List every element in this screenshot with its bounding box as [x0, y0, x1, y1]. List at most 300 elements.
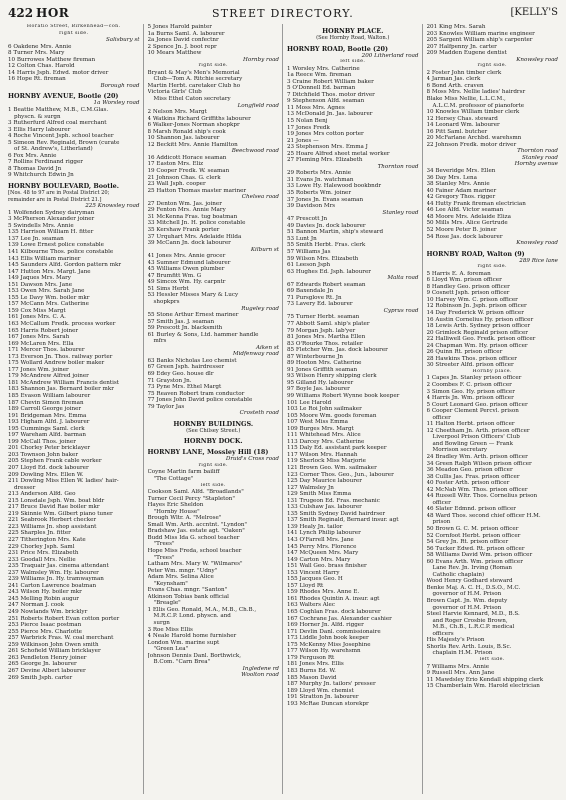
directory-entry: 38 Cullis Jas. Fras. prison officer [426, 473, 520, 480]
directory-entry: 129 Smith Miss Emma [287, 491, 352, 498]
cross-street-label: Crosteth road [239, 410, 279, 417]
directory-entry: 97 Boyle Jas. labourer [287, 386, 350, 393]
directory-entry: 125 Day Maurice labourer [287, 478, 362, 485]
directory-entry: 12 Cheetham Jn. Arth. prison officer [426, 427, 530, 434]
directory-entry: 261 Schofield William bricklayer [8, 648, 101, 655]
directory-entry: 149 Jaques Mrs. Mary [8, 275, 71, 282]
directory-entry: 149 Carton Mrs. Mary [287, 556, 351, 563]
directory-entry: 219 Skinnie Wm. Gilbert piano tuner [8, 510, 113, 517]
entry-continuation: officer [432, 414, 451, 421]
directory-entry: 143 O'Farrell Mrs. Jane [287, 537, 354, 544]
directory-entry: 189 Lloyd Wm. chemist [287, 687, 354, 694]
entry-continuation: M.R.C.P. Lond. physcn. and [153, 613, 231, 620]
directory-entry: 183 Burns Ed. W. [287, 667, 336, 674]
directory-entry: 147 McQueen Mrs. Mary [287, 550, 359, 557]
cross-street-label: Thornton road [517, 148, 558, 155]
directory-entry: 263 Pendleton Henry joiner [8, 654, 87, 661]
directory-entry: 8 Moss Mrs. Nellie ladies' hairdrsr [426, 89, 526, 96]
directory-entry: 37 Urquhart Mrs. Adelaide Hilda [147, 233, 242, 240]
directory-entry: Martin Herbt. caretaker Club ho [147, 82, 241, 89]
entry-continuation: M.B., Ch.B., L.R.C.P. medical [432, 624, 515, 631]
side-label: Hornby place. [472, 368, 512, 374]
directory-entry: 2a Jones David confectnr [147, 37, 219, 44]
directory-entry: 8 Marsh Ronald ship's cook [147, 128, 226, 135]
directory-entry: 29 Roberts Mrs. Annie [287, 170, 352, 177]
directory-entry: Brough Wltr. A. "Melrose" [147, 515, 222, 522]
directory-entry: 54 Grey Jn. Rt. prison officer [426, 539, 509, 546]
entry-continuation: dresser [14, 484, 36, 491]
directory-entry: 163 McCallum Fredk. process worker [8, 320, 116, 327]
directory-entry: 60 Evans Arth. Wm. prison officer [426, 558, 523, 565]
side-label: right side. [198, 63, 228, 69]
street-heading: HORNBY LANE, Mossley Hill (18) [147, 448, 269, 457]
directory-entry: 121 Brown Geo. Wm. sailmaker [287, 465, 377, 471]
directory-entry: 3 McPherson Alexander joiner [8, 216, 95, 223]
directory-entry: 21 Johnson Chas. G. clerk [147, 174, 221, 181]
directory-entry: 1 Worsley Mrs. Catherine [287, 65, 360, 72]
side-label: right side. [477, 264, 507, 270]
directory-entry: 6 Fox Mrs. Annie [8, 152, 57, 159]
directory-entry: 14 Day Frederick W. prison officer [426, 309, 524, 316]
directory-entry: 16 Hope Rt. fireman [8, 76, 66, 83]
directory-entry: 123 Corner Thos. Geo., Jun., labourer [287, 471, 394, 478]
directory-entry: 8 Thomas David Jn [8, 165, 62, 172]
cross-street-label: Rugeley road [241, 305, 279, 312]
directory-entry: 255 Pierce Mrs. Charlotte [8, 628, 82, 635]
directory-entry: 13 McDonald Jn. Jas. labourer [287, 111, 373, 118]
directory-entry: 3 Roe Miss Ellis [147, 626, 193, 633]
directory-entry: 99 Williams Robert Wynne book keeper [287, 392, 400, 399]
directory-entry: 1a Burns Saml. A. labourer [147, 30, 225, 37]
directory-entry: 16 Pitt Saml. butcher [426, 128, 488, 135]
directory-entry: 30 Streeter Alfd. prison officer [426, 362, 514, 369]
directory-entry: 249 Nowlands Wm. bricklyr [8, 609, 88, 616]
directory-entry: 215 Lonsdale Jsph. Wm. boat bldr [8, 497, 105, 504]
entry-continuation: and Roger Crosbie Brown, [432, 617, 508, 624]
directory-entry: 58 Williams David Wm. prison officer [426, 552, 533, 559]
directory-entry: 135 Harrison William H. fitter [8, 229, 94, 236]
directory-entry: 2 Nelson Mrs. Margt [147, 109, 207, 116]
side-label: right side. [59, 30, 89, 36]
directory-entry: Turner Cecil Percy "Stapleton" [147, 495, 235, 502]
directory-entry: 223 Williams Jn. shop assistant [8, 523, 97, 530]
directory-entry: 163 Walters Alec [287, 602, 335, 609]
cross-street-label: Stanley road [382, 209, 419, 216]
cross-street-label: Borough road [100, 82, 140, 89]
directory-entry: 6 Walker-Jones Norman shopkpr [147, 122, 240, 129]
directory-entry: 199 McCall Thos. joiner [8, 438, 76, 445]
directory-entry: Bryant & May's Men's Memorial [147, 69, 240, 76]
side-label: left side. [340, 59, 366, 65]
cross-street-label: Kilburn st [250, 246, 279, 253]
side-label: left side. [200, 482, 226, 488]
directory-entry: 101 Lee Harold [287, 399, 332, 406]
directory-entry: 145 Saunders Alfd. Gordon pattern mkr [8, 262, 122, 269]
entry-continuation: Catholic chaplain) [432, 571, 485, 578]
entry-continuation: A.L.C.M. professor of pianoforte [432, 102, 525, 109]
directory-entry: 245 Melling Robin augur [8, 595, 79, 602]
directory-entry: 22 Johnson Fredk. motor driver [426, 141, 517, 148]
directory-entry: 239 Williams Jn. Hy. tramwayman [8, 576, 104, 583]
entry-continuation: Club—Tom A. Ritchie secretary [153, 76, 243, 83]
cross-street-label: 200 Litherland road [361, 52, 419, 59]
directory-entry: 241 Carton Lawrence boatman [8, 582, 97, 589]
directory-entry: 54 Rose Jas. dock labourer [426, 233, 503, 240]
directory-entry: 16 Addicott Horace seaman [147, 154, 227, 161]
directory-entry: 4 Harris Jn. Wm. prison officer [426, 395, 514, 402]
entry-continuation: shopkprs [153, 298, 180, 305]
directory-entry: 167 Jones Mrs. Sarah [8, 334, 70, 341]
directory-entry: 44 Hutty Frank fireman electrician [426, 200, 526, 207]
directory-entry: 169 McLaren Mrs. Ella [8, 340, 74, 347]
directory-entry: 71 Pursglove Rt. Jn [287, 294, 342, 301]
directory-entry: 52 Moore Peter B. joiner [426, 226, 497, 233]
directory-entry: 237 Walmsley Wm. Hy. labourer [8, 569, 99, 576]
directory-entry: 135 Smith Sydney David hairdrser [287, 510, 386, 517]
directory-entry: 73 Lavery Ed. labourer [287, 301, 353, 308]
directory-entry: 139 Lowe Ernest police constable [8, 242, 104, 249]
directory-entry: 41 Jones Mrs. Annie grocer [147, 253, 226, 260]
directory-entry: 31 Evans Jn. watchman [287, 176, 354, 183]
directory-entry: 4 Watkins Richard Griffiths labourer [147, 115, 251, 122]
directory-entry: 3 Craine Robert William baker [287, 78, 374, 85]
directory-entry: 115 Daly Ed. assistant park keeper [287, 445, 387, 452]
directory-entry: 4 Roche Vincent Jsph. school teacher [8, 133, 114, 140]
directory-entry: 31 McKenna Fras. tug boatman [147, 213, 238, 220]
directory-entry: 77 Abbott Saml. ship's plater [287, 320, 370, 327]
directory-entry: 75 Reaven Robert tram conductor [147, 390, 245, 397]
directory-entry: 193 Higham Alfd. J. labourer [8, 419, 90, 426]
directory-entry: 257 Warbrick Fras. W. coal merchant [8, 635, 114, 642]
column-2 [148, 24, 284, 794]
entry-continuation: officers [432, 630, 454, 637]
directory-entry: 191 Bridgeman Mrs. Emma [8, 412, 87, 419]
directory-entry: 131 Trugeon Ed. Fras. mechanic [287, 497, 380, 504]
directory-entry: 187 Chevin Simon fireman [8, 399, 84, 406]
directory-entry: 231 Price Mrs. Elizabeth [8, 550, 79, 557]
directory-entry: 233 Goodall Mrs. Nellie [8, 556, 76, 563]
side-label: left side. [479, 656, 505, 662]
directory-entry: 42 McNab Wm. Thos. prison officer [426, 486, 528, 493]
directory-entry: 39 McCann Jn. dock labourer [147, 240, 231, 247]
directory-entry: 1a Reece Wm. fireman [287, 72, 352, 79]
directory-entry: 23 Stephenson Mrs. Emma J [287, 144, 368, 151]
street-heading: HORNBY AVENUE, Bootle (20) [8, 92, 119, 101]
directory-entry: 235 Traquair Jas. cinema attendant [8, 563, 109, 570]
directory-entry: 7 Ditchfield Thos. motor driver [287, 91, 375, 98]
directory-entry: 12 Beckitt Mrs. Annie Hamilton [147, 141, 238, 148]
directory-entry: 23 Wall Jsph. cooper [147, 181, 206, 188]
street-heading: HORNBY PLACE. [322, 27, 384, 35]
street-heading: HORNBY DOCK. [183, 437, 243, 446]
page-header [8, 6, 558, 24]
directory-entry: 27 Denton Wm. Jas. joiner [147, 200, 222, 207]
directory-entry: 159 Rhodes Mrs. Anne E. [287, 589, 360, 596]
directory-entry: 5 Swindells Mrs. Annie [8, 222, 74, 229]
directory-entry: 18 Lewis Arth. Sydney prison officer [426, 323, 531, 330]
directory-entry: 34 Green Ralph Wilson prison officer [426, 460, 532, 467]
directory-entry: 57 Williams Jas [287, 248, 331, 255]
directory-entry: 22 Halliwell Geo. Fredk. prison officer [426, 336, 536, 343]
directory-entry: 105 Moore Wm. goods foreman [287, 412, 377, 419]
directory-entry: Cookson Saml. Alfd. "Broadlands" [147, 489, 244, 496]
directory-entry: 25 Hoare Alfred sheet metal worker [287, 150, 390, 157]
directory-entry: 79 Morgan Jsph. lab'yer [287, 327, 356, 334]
directory-entry: 251 Roberts Robert Evan cotton porter [8, 615, 120, 622]
entry-continuation: Morrison secretary [432, 447, 488, 454]
directory-entry: 79 Taylor Jas [147, 403, 185, 410]
entry-continuation: "Hornby House" [153, 508, 200, 515]
entry-continuation: "Trees" [153, 554, 175, 561]
cross-street-label: Woolton road [241, 672, 279, 679]
directory-entry: 59 Prescott Jn. blacksmith [147, 325, 223, 332]
directory-entry: 209 Dowling Mrs. Ellen W. [8, 471, 84, 478]
directory-entry: 225 Sharples Jn. fitter [8, 530, 71, 537]
entry-continuation: governor of H.M. Prison [432, 591, 502, 598]
directory-entry: Bradshaw Jas. estate agt. "Oaken" [147, 528, 245, 535]
directory-entry: 221 Seabrook Herbert checker [8, 517, 97, 524]
directory-entry: 155 Le Davy Wm. boiler mkr [8, 294, 90, 301]
directory-entry: 3 Simon Geo. Hy. prison officer [426, 388, 515, 395]
directory-entry: 9 Cosnett Jsph. prison officer [426, 290, 510, 297]
entry-continuation: Liverpool Prison Officers' Club [432, 434, 520, 441]
directory-entry: 51 Bannon Martin, ship's steward [287, 229, 384, 236]
cross-street-label: Salisbury st [105, 37, 140, 44]
directory-entry: 10 Shannon Jas. labourer [147, 135, 220, 142]
directory-entry: 34 Beveridge Mrs. Ellen [426, 168, 496, 175]
directory-entry: Shorlis Rev. Arth. Louis, B.Sc. [426, 643, 512, 650]
directory-entry: 3 Ellis Harry labourer [8, 126, 71, 133]
cross-street-label: Hornby road [243, 56, 279, 63]
directory-entry: 109 Burges Mrs. Margt [287, 425, 354, 432]
directory-entry: 51 Sims Herbt [147, 285, 189, 292]
directory-entry: 161 Rhodes Quintin A. insur. agt [287, 595, 380, 602]
directory-entry: 179 McAndrew Alfred joiner [8, 373, 89, 380]
directory-entry: Peter Wm. mngr. "Udny" [147, 567, 218, 574]
directory-entry: 93 Wilson Henry shipping clerk [287, 373, 377, 380]
directory-entry: Brown Capt. Jn. Wm. deputy [426, 598, 508, 605]
directory-entry: 67 Edwards Robert seaman [287, 281, 366, 288]
directory-entry: 63 Hughes Ed. Jsph. labourer [287, 268, 371, 275]
entry-continuation: of St. Andrew's, Litherland) [14, 146, 93, 153]
directory-entry: 10 Burrowes Matthew fireman [8, 56, 96, 63]
directory-entry: 55 Smith Herbt. Fras. clerk [287, 242, 366, 249]
directory-entry: 46 Lee Alfd. Victor seaman [426, 207, 504, 214]
directory-entry: 227 Titherington Mrs. Kate [8, 537, 86, 544]
directory-entry: 203 Townson John baker [8, 451, 79, 458]
directory-entry: 197 Wareham Alfd. barman [8, 432, 86, 439]
directory-entry: 171 Devlin Danl. commissionaire [287, 628, 381, 635]
street-heading: HORNBY ROAD, Walton (9) [426, 249, 525, 258]
directory-entry: 61 Burley & Sons, Ltd. hammer handle [147, 331, 259, 338]
entry-continuation: mfrs [153, 338, 167, 345]
directory-entry: 265 George Jn. labourer [8, 661, 77, 668]
directory-entry: Johnson Dennis Danl. Borthwick, [147, 652, 242, 659]
cross-street-label: Midfenway road [232, 351, 279, 358]
directory-entry: 49 Simcox Wm. Hy. carpntr [147, 279, 226, 286]
directory-entry: Wood Henry Godhard steward [426, 578, 513, 585]
directory-entry: 40 Fainer Adam mariner [426, 187, 497, 194]
directory-entry: 205 Sargent William ship's carpenter [426, 37, 533, 44]
publisher-mark: [KELLY'S [510, 7, 558, 18]
directory-entry: 55 Stone Arthur Ernest mariner [147, 312, 239, 319]
directory-entry: 28 Hawkins Thos. prison officer [426, 355, 517, 362]
column-1 [8, 24, 144, 794]
directory-entry: 247 Norman J. cook [8, 602, 65, 609]
cross-street-label: Hornby avenue [514, 161, 558, 168]
directory-entry: 179 Ferguson Rt [287, 654, 335, 661]
directory-entry: 153 Vincent Harry [287, 569, 340, 576]
directory-entry: 83 O'Rourke Thos. retailer [287, 340, 363, 347]
directory-entry: 53 Hessler Misses Mary & Lucy [147, 292, 239, 299]
entry-continuation: Miss Ethel Caton secretary [153, 96, 231, 103]
entry-continuation: chaplain H.M. Prison [432, 650, 493, 657]
directory-entry: 5 Simeon Rev. Reginald, Brown (curate [8, 139, 120, 146]
directory-entry: 48 Moore Mrs. Adelaide Eliza [426, 213, 511, 220]
directory-entry: 36 Day Mrs. Lena [426, 174, 477, 181]
directory-entry: 185 Mason David [287, 674, 337, 681]
directory-entry: 56 Tucker Edwd. Rt. prison officer [426, 545, 525, 552]
directory-entry: 269 Smith Jsph. carter [8, 674, 73, 681]
cross-street-label: Malta road [387, 275, 419, 282]
directory-entry: 19 Jones Mrs cotton porter [287, 131, 364, 138]
directory-entry: 6 Oakdene Mrs. Annie [8, 43, 72, 50]
cross-street-label: Stanley road [521, 154, 558, 161]
entry-continuation: prison [432, 519, 451, 526]
column-4 [427, 24, 559, 794]
directory-entry: 25 Hatton Thomas master mariner [147, 187, 247, 194]
directory-entry: Evans Chas. mngr. "Santon" [147, 587, 228, 594]
directory-entry: 169 Horner Jn. Alfd. rigger [287, 622, 364, 629]
directory-entry: 117 Wilson Mrs. Hannah [287, 451, 358, 458]
directory-entry: 133 Culshaw Jas. labourer [287, 504, 362, 511]
directory-entry: 107 West Miss Emma [287, 419, 349, 426]
directory-entry: 14 Harris Jsph. Edwd. motor driver [8, 69, 109, 76]
directory-entry: 11 Mawdsley Erio Kendall shipping clerk [426, 676, 544, 683]
directory-entry: 173 Everson Jn. Thos. railway porter [8, 353, 113, 360]
directory-entry: 69 Edey Geo. house dlr [147, 370, 214, 377]
directory-entry: Budd Miss Ida G. school teacher [147, 534, 240, 541]
directory-entry: 81 Jones Mrs. Martha Ellen [287, 334, 366, 341]
cross-street-label: Chelsea road [241, 194, 279, 201]
directory-entry: 185 Evason William labourer [8, 392, 91, 399]
directory-entry: 91 Jones Griffith seaman [287, 366, 358, 373]
entry-continuation: "Breagle" [153, 600, 181, 607]
directory-entry: 147 Hutton Mrs. Margt. Jane [8, 268, 91, 275]
directory-entry: Hayes Eric Sheldon [147, 502, 204, 509]
directory-entry: 161 Jones Mrs. C. A. [8, 314, 66, 321]
cross-street-label: Knowsley road [516, 56, 558, 63]
directory-entry: 77 Jones John David police constable [147, 397, 253, 404]
directory-entry: 171 Mercer Thos. labourer [8, 347, 85, 354]
directory-entry: 141 Lynch Philip labourer [287, 530, 361, 537]
directory-entry: 2 Foster John timber clerk [426, 69, 502, 76]
directory-entry: 4 Jarman Jas. clerk [426, 76, 481, 83]
directory-entry: 24 Bradley Wm. Arth. prison officer [426, 454, 528, 460]
directory-entry: Steel Harvie Kennard, M.D., B.S. [426, 611, 520, 618]
directory-entry: 7 Williams Mrs. Annie [426, 663, 490, 670]
directory-entry: 187 Murphy Jn. tailors' presser [287, 681, 376, 688]
cross-street-label: 289 Rice lane [519, 257, 558, 264]
directory-entry: London Wm. marine supt [147, 639, 220, 646]
directory-entry: 21 Jones — [287, 137, 319, 144]
directory-entry: 52 Cornfoot Herbt. prison officer [426, 532, 521, 539]
directory-entry: Benke Maj. A. C. H., D.S.O., M.C. [426, 584, 521, 591]
directory-entry: 75 Turner Herbt. seaman [287, 314, 360, 321]
directory-entry: 141 Kilbourne Thos. police constable [8, 248, 114, 255]
directory-entry: 191 Stratton Jn. labourer [287, 694, 359, 701]
directory-entry: 145 Perry Mrs. Florence [287, 543, 357, 550]
street-note: remainder are in Postal District 21.] [8, 196, 102, 203]
cross-street-label: Knowsley road [516, 240, 558, 247]
directory-entry: 11 Moss Mrs. Agnes [287, 104, 345, 111]
directory-entry: 87 Winterbourne Jn [287, 353, 343, 360]
directory-entry: 6 Lloyd Wm. prison officer [426, 277, 502, 284]
directory-entry: 1 Wolfenden Sydney dairyman [8, 209, 95, 216]
entry-continuation: B.Com. "Carn Brea" [153, 659, 211, 666]
directory-entry: 20 Grimlock Reginald prison officer [426, 329, 528, 336]
entry-continuation: "The Cottage" [153, 476, 194, 482]
directory-entry: 53 Lunt Jn [287, 235, 317, 242]
directory-entry: 157 Lloyd Rt [287, 582, 324, 589]
directory-entry: 35 Kershaw Frank porter [147, 226, 220, 233]
directory-entry: 139 Healy Jn. tailor [287, 523, 343, 530]
directory-entry: 189 Carroll George joiner [8, 406, 82, 413]
directory-entry: 103 Le Roi John sailmaker [287, 406, 362, 413]
cross-street-label: Longfield road [237, 102, 279, 109]
directory-entry: 29 Fenton Mrs. Annie Mary [147, 207, 226, 214]
directory-entry: 59 Wilson Mrs. Elizabeth [287, 255, 359, 262]
directory-entry: 8 Turner Mrs. Mary [8, 50, 65, 57]
directory-entry: 2 Coombes F. C. prison officer [426, 381, 512, 388]
page-title: STREET DIRECTORY. [212, 7, 354, 20]
directory-entry: 26 Quinn Rt. prison officer [426, 349, 503, 356]
directory-entry: 19 Cooper Fredk. W. seaman [147, 168, 230, 175]
directory-entry: 175 McKenny Miss Josephine [287, 641, 371, 648]
directory-entry: 267 Devine Albert labourer [8, 667, 86, 674]
directory-entry: 11 Halton Herbt. prison officer [426, 421, 515, 428]
directory-entry: Adam Mrs. Selina Alice [147, 574, 214, 581]
directory-entry: 155 Jacques Geo. H [287, 576, 343, 583]
directory-entry: 27 Fleming Mrs. Elizabeth [287, 157, 363, 164]
directory-entry: 24 Chapman Wm. Hy. prison officer [426, 342, 528, 349]
side-label: right side. [198, 462, 228, 468]
directory-entry: 7 Rollins Ferdinand rigger [8, 159, 83, 166]
directory-entry: 137 Lee Jn. seaman [8, 235, 64, 242]
directory-entry: 127 Walmsley Jn [287, 484, 334, 491]
entry-continuation: officer [432, 499, 451, 506]
directory-entry: 42 Gregory Thos. rigger [426, 194, 496, 201]
directory-entry: His Majesty's Prison [426, 637, 485, 644]
street-note: (See Hornby Road, Walton.) [316, 35, 390, 41]
directory-entry: 217 Bruce David Rae boiler mkr [8, 504, 100, 511]
cross-street-label: Thornton road [377, 163, 419, 170]
directory-entry: 211 Dowling Miss Ellen W. ladies' hair- [8, 478, 119, 485]
directory-entry: 259 Wilkinson John Owen smith [8, 641, 99, 648]
directory-entry: 159 Cox Miss Margt [8, 307, 66, 314]
directory-entry: 14 Leonard Wm. labourer [426, 122, 500, 129]
directory-entry: 153 Owen Mrs. Sarah Jane [8, 288, 85, 295]
directory-entry: 193 McRae Duncan storekpr [287, 700, 369, 707]
directory-entry: 195 Cummings Saml. clerk [8, 425, 85, 432]
directory-entry: 43 Sumner Edmund labourer [147, 259, 231, 266]
directory-entry: 1 Ellis Geo. Ronald, M.A., M.B., Ch.B., [147, 606, 257, 613]
directory-entry: 47 Prescott Jn [287, 216, 328, 223]
directory-entry: 38 Stanley Mrs. Annie [426, 181, 490, 188]
directory-entry: 48 Ward Thos. second chief officer H.M. [426, 512, 541, 519]
directory-entry: 1 Beattie Matthew, M.B., C.M.Glas. [8, 107, 109, 114]
directory-entry: 6 Cooper Clement Percvl. prison [426, 408, 519, 415]
